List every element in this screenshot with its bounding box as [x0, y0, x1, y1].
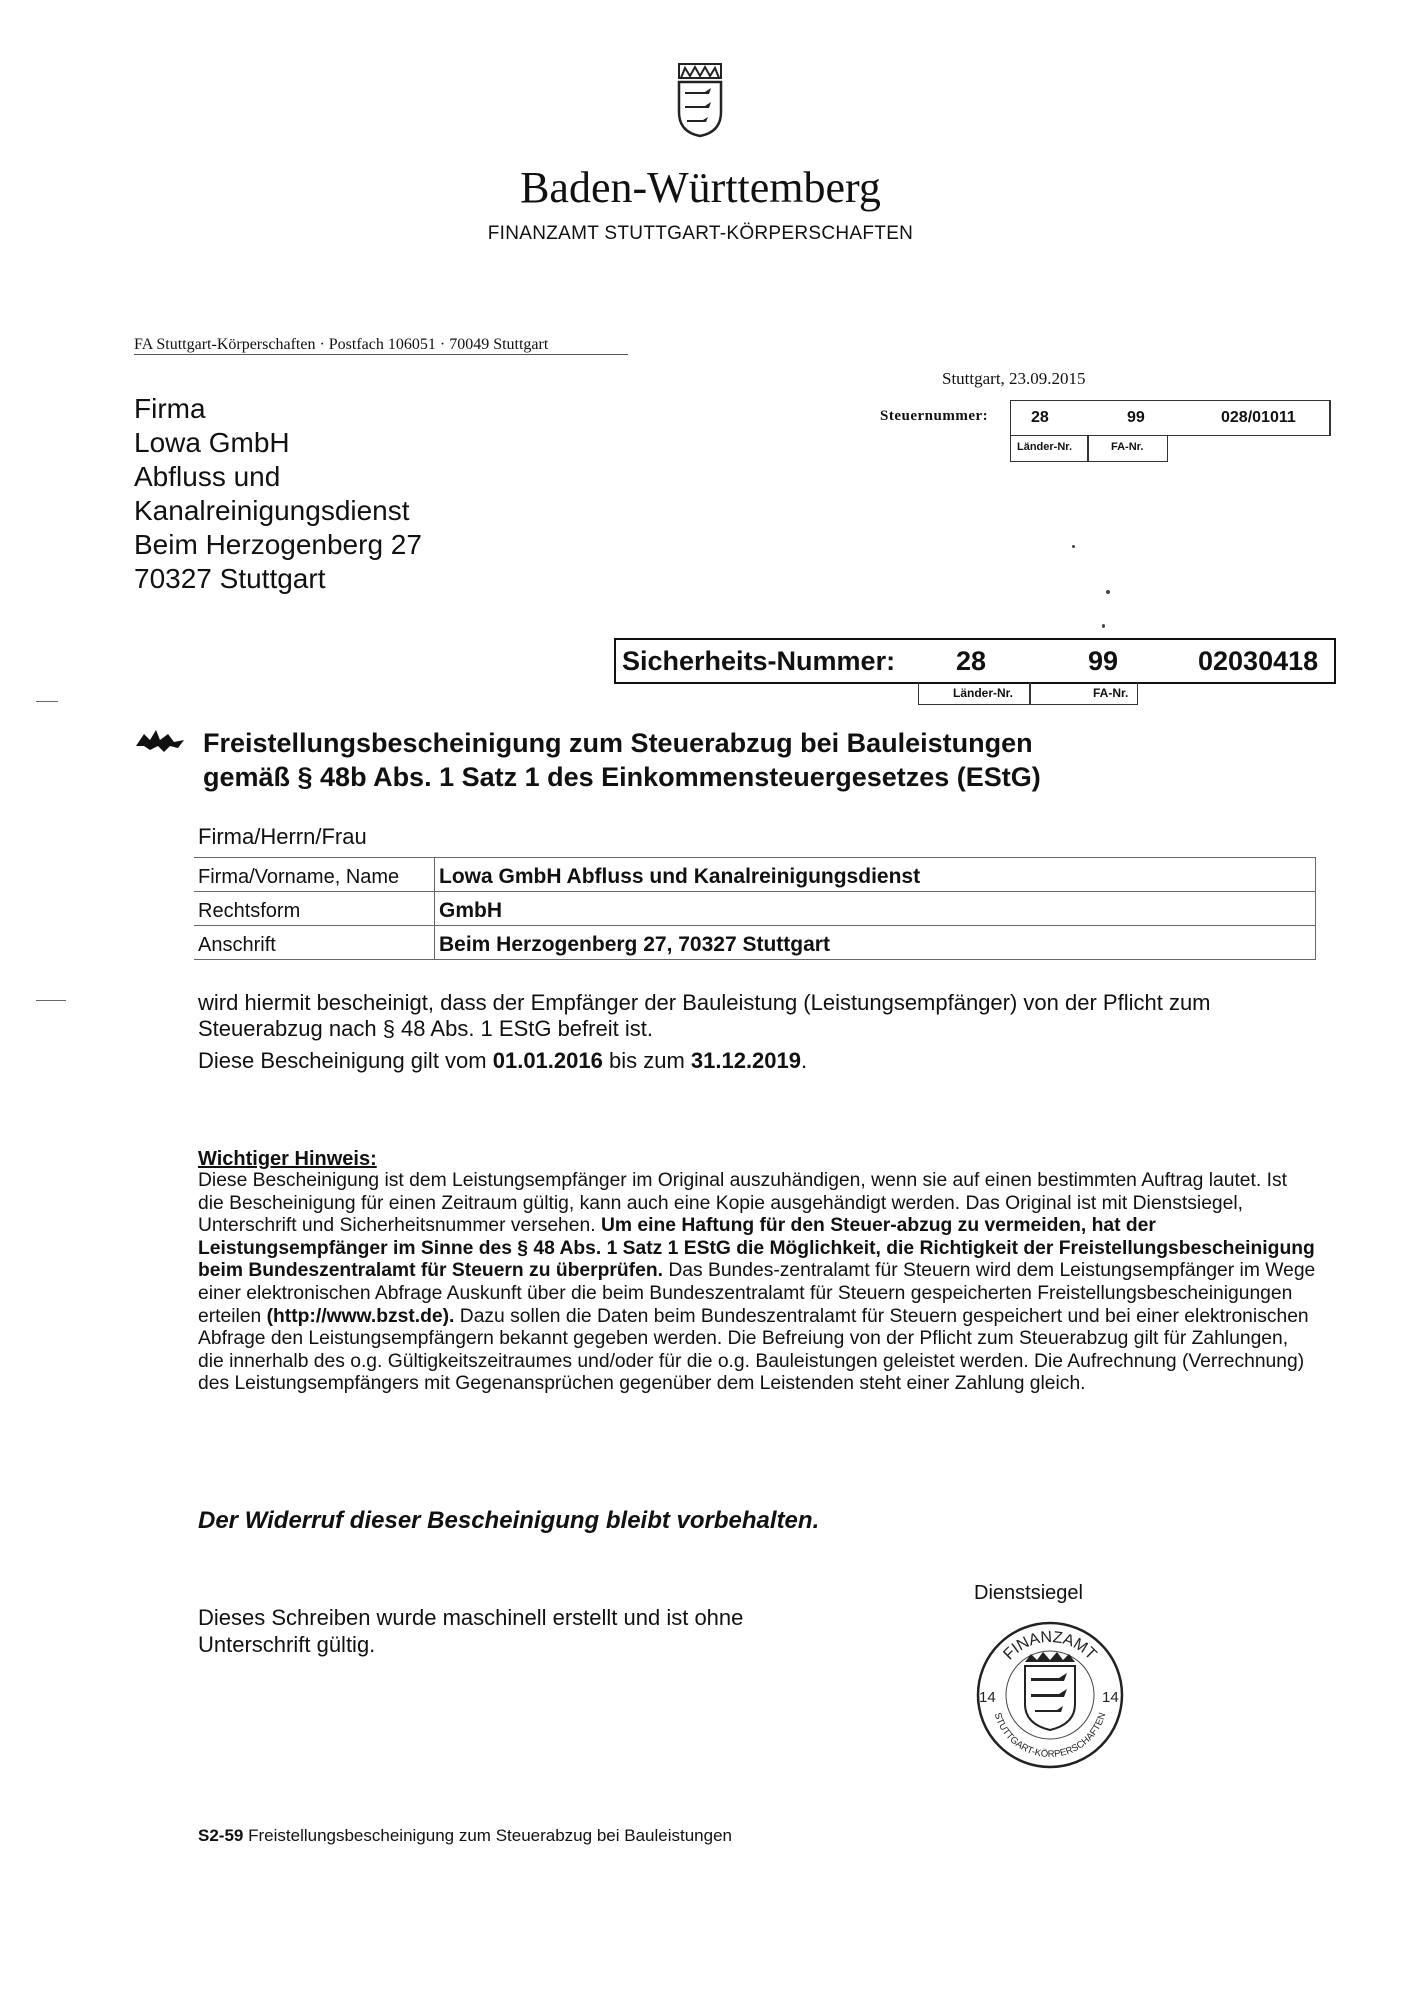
revocation-note: Der Widerruf dieser Bescheinigung bleibt vorbehalten. [198, 1507, 820, 1534]
coat-of-arms-icon [675, 62, 725, 138]
table-row [194, 926, 1316, 960]
machine-generated-note: Dieses Schreiben wurde maschinell erstellt und ist ohne Unterschrift gültig. [198, 1605, 744, 1657]
info-value: Beim Herzogenberg 27, 70327 Stuttgart [435, 926, 1315, 960]
recipient-line: Abfluss und [134, 461, 281, 492]
validity-period [198, 1048, 807, 1074]
table-edge [1314, 892, 1316, 926]
seal-bottom-text: STUTTGART-KÖRPERSCHAFTEN [991, 1711, 1109, 1761]
exemption-statement: wird hiermit bescheinigt, dass der Empfänger der Bauleistung (Leistungsempfänger) von der Pflicht zum Steuerabzug nach § 48 Abs. 1 EStG befreit ist. [198, 990, 1211, 1041]
recipient-line: Lowa GmbH [134, 427, 290, 458]
seal-label: Dienstsiegel [974, 1582, 1083, 1604]
security-number-box [614, 638, 1336, 684]
tax-number-box [1010, 400, 1331, 436]
table-row [194, 858, 1316, 892]
official-seal-icon [975, 1620, 1125, 1770]
person-label: Firma/Herrn/Frau [198, 824, 367, 849]
tax-number-sublabel-2: FA-Nr. [1088, 435, 1168, 462]
notice-part-3: Das Bundes-zentralamt für Steuern wird dem Leistungsempfänger im Wege einer elektronischen Abfrage Auskunft über die beim Bundeszentralamt für Steuern gespeicherten Freistellungsbescheinigungen erteilen [198, 1260, 1316, 1327]
recipient-line: Beim Herzogenberg 27 [134, 529, 422, 560]
validity-prefix: Diese Bescheinigung gilt vom [198, 1048, 487, 1073]
tax-number-sublabel-1: Länder-Nr. [1010, 435, 1088, 462]
info-label: Anschrift [194, 926, 435, 960]
validity-suffix: . [801, 1048, 808, 1073]
recipient-line: Kanalreinigungsdienst [134, 495, 410, 526]
return-address: FA Stuttgart-Körperschaften · Postfach 106051 · 70049 Stuttgart [134, 336, 628, 355]
table-edge [1314, 858, 1316, 892]
info-label: Firma/Vorname, Name [194, 858, 435, 892]
table-row [194, 892, 1316, 926]
recipient-address [134, 392, 422, 596]
state-name: Baden-Württemberg [520, 163, 881, 212]
notice-url: (http://www.bzst.de). [266, 1305, 455, 1327]
seal-top-text: FINANZAMT [1000, 1628, 1100, 1664]
tax-number-part3: 028/01011 [1221, 409, 1296, 426]
tax-number-part2: 99 [1127, 409, 1145, 426]
notice-text [198, 1170, 1318, 1396]
title-line-1: Freistellungsbescheinigung zum Steuerabzug bei Bauleistungen [203, 728, 1033, 758]
svg-text:STUTTGART-KÖRPERSCHAFTEN [992, 1711, 1109, 1760]
lion-emblem-icon [134, 726, 186, 754]
office-name: FINANZAMT STUTTGART-KÖRPERSCHAFTEN [487, 223, 914, 244]
notice-part-4: Dazu sollen die Daten beim Bundeszentralamt für Steuern gespeichert und bei einer elektronischen Abfrage den Leistungsempfängern bekannt gegeben werden. Die Befreiung von der Pflicht zum Steuerabzug gilt für Zahlungen, die innerhalb des o.g. Gültigkeitszeitraumes und/oder für die o.g. Bauleistungen geleistet werden. Die Aufrechnung (Verrechnung) des Leistungsempfängers mit Gegenansprüchen gegenüber dem Leistenden steht einer Zahlung gleich. [198, 1305, 1309, 1395]
scan-mark [36, 701, 58, 702]
recipient-info-table [194, 857, 1316, 960]
notice-heading: Wichtiger Hinweis: [198, 1148, 377, 1170]
scan-speck [1102, 624, 1105, 628]
security-number-label: Sicherheits-Nummer: [622, 646, 896, 676]
validity-to: 31.12.2019 [690, 1048, 801, 1073]
security-sublabel-1: Länder-Nr. [918, 682, 1030, 705]
info-value: Lowa GmbH Abfluss und Kanalreinigungsdienst [435, 858, 1315, 892]
tax-number-part1: 28 [1031, 409, 1049, 426]
document-title [203, 726, 1041, 794]
form-footer [198, 1826, 732, 1846]
security-number-part1: 28 [956, 646, 987, 676]
scan-speck [1072, 545, 1075, 548]
scan-speck [1106, 590, 1110, 594]
scan-mark [36, 1000, 66, 1001]
validity-middle: bis zum [608, 1048, 685, 1073]
recipient-line: Firma [134, 393, 206, 424]
recipient-line: 70327 Stuttgart [134, 563, 326, 594]
security-number-part3: 02030418 [1198, 646, 1319, 676]
seal-left-number: 14 [979, 1689, 996, 1706]
tax-number-label: Steuernummer: [880, 408, 989, 424]
table-edge [1314, 926, 1316, 960]
svg-text:FINANZAMT [1000, 1629, 1099, 1664]
validity-from: 01.01.2016 [492, 1048, 603, 1073]
place-date: Stuttgart, 23.09.2015 [942, 369, 1086, 388]
seal-right-number: 14 [1102, 1689, 1119, 1706]
info-value: GmbH [435, 892, 1315, 926]
title-line-2: gemäß § 48b Abs. 1 Satz 1 des Einkommensteuergesetzes (EStG) [203, 762, 1041, 792]
notice-part-2: Um eine Haftung für den Steuer-abzug zu vermeiden, hat der Leistungsempfänger im Sinne des § 48 Abs. 1 Satz 1 EStG die Möglichkeit, die Richtigkeit der Freistellungsbescheinigung beim Bundeszentralamt für Steuern zu überprüfen. [198, 1215, 1315, 1282]
info-label: Rechtsform [194, 892, 435, 926]
security-number-part2: 99 [1088, 646, 1119, 676]
notice-part-1: Diese Bescheinigung ist dem Leistungsempfänger im Original auszuhändigen, wenn sie auf einen bestimmten Auftrag lautet. Ist die Bescheinigung für einen Zeitraum gültig, kann auch eine Kopie ausgehändigt werden. Das Original ist mit Dienstsiegel, Unterschrift und Sicherheitsnummer versehen. [198, 1170, 1287, 1237]
form-name: Freistellungsbescheinigung zum Steuerabzug bei Bauleistungen [248, 1826, 732, 1845]
security-sublabel-2: FA-Nr. [1030, 682, 1138, 705]
form-code: S2-59 [198, 1826, 244, 1845]
